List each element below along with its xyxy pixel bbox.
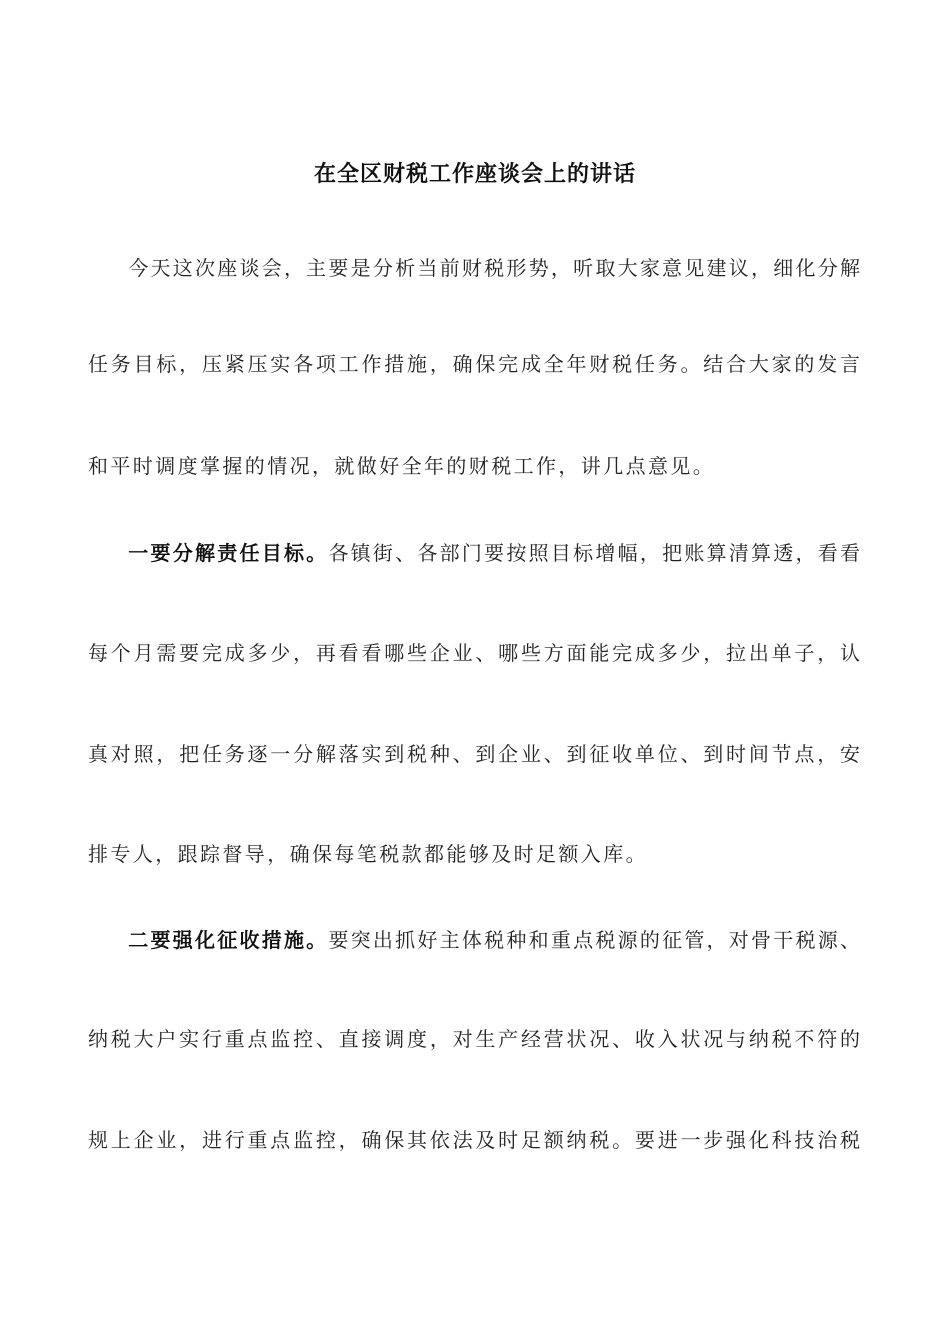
paragraph-text: 排专人，跟踪督导，确保每笔税款都能够及时足额入库。: [88, 842, 648, 866]
paragraph-text: 每个月需要完成多少，再看看哪些企业、哪些方面能完成多少，拉出单子，认: [88, 641, 860, 665]
paragraph-text: 要突出抓好主体税种和重点税源的征管，对骨干税源、: [328, 928, 861, 952]
paragraph-text: 今天这次座谈会，主要是分析当前财税形势，听取大家意见建议，细化分解: [126, 256, 860, 280]
document-title: 在全区财税工作座谈会上的讲话: [313, 161, 636, 187]
paragraph-2-line-4: [88, 839, 860, 869]
paragraph-3-line-2: [88, 1024, 860, 1054]
paragraph-text: 和平时调度掌握的情况，就做好全年的财税工作，讲几点意见。: [88, 454, 716, 478]
paragraph-3-line-1: [88, 925, 860, 955]
paragraph-heading: 二要强化征收措施。: [126, 928, 329, 952]
paragraph-2-line-3: [88, 739, 860, 769]
paragraph-text: 规上企业，进行重点监控，确保其依法及时足额纳税。要进一步强化科技治税: [88, 1128, 860, 1152]
paragraph-1-line-2: [88, 349, 860, 379]
paragraph-text: 各镇街、各部门要按照目标增幅，把账算清算透，看看: [328, 541, 861, 565]
paragraph-2-line-1: [88, 538, 860, 568]
paragraph-text: 任务目标，压紧压实各项工作措施，确保完成全年财税任务。结合大家的发言: [88, 352, 860, 376]
paragraph-2-line-2: [88, 638, 860, 668]
paragraph-1-line-1: [88, 253, 860, 283]
paragraph-text: 真对照，把任务逐一分解落实到税种、到企业、到征收单位、到时间节点，安: [88, 742, 860, 766]
paragraph-1-line-3: [88, 451, 860, 481]
paragraph-heading: 一要分解责任目标。: [126, 541, 329, 565]
paragraph-3-line-3: [88, 1125, 860, 1155]
paragraph-text: 纳税大户实行重点监控、直接调度，对生产经营状况、收入状况与纳税不符的: [88, 1027, 860, 1051]
